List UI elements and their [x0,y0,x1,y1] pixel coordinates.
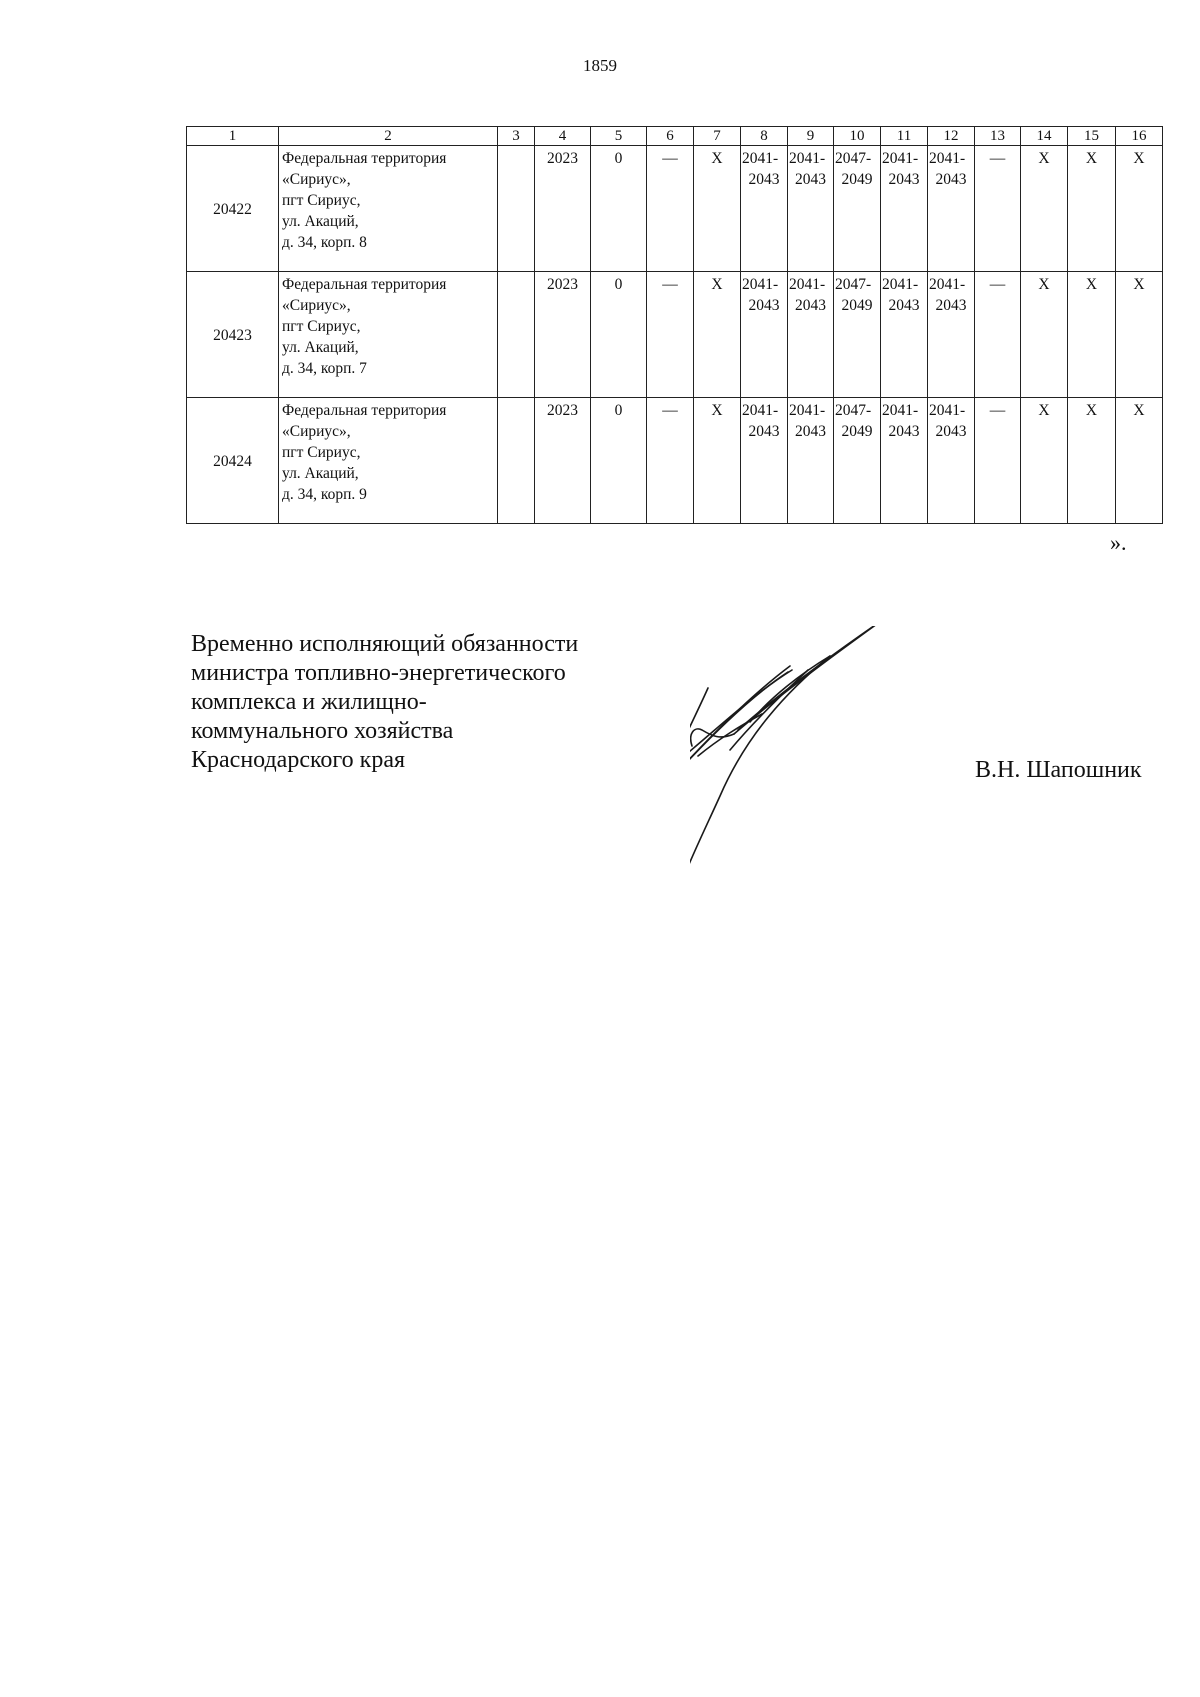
cell-col-4: 2023 [535,146,591,272]
row-id: 20424 [187,398,279,524]
cell-col-6: — [647,146,694,272]
period-start: 2041- [742,150,779,167]
table-row [187,398,1163,524]
cell-col-15: X [1068,146,1116,272]
period-start: 2041- [882,276,919,293]
signatory-name: В.Н. Шапошник [975,757,1142,783]
column-number-15: 15 [1068,127,1116,146]
period-start: 2041- [742,402,779,419]
cell-col-3 [498,272,535,398]
period-end: 2043 [795,423,826,440]
cell-col-3 [498,398,535,524]
cell-col-14: X [1021,146,1068,272]
period-start: 2041- [882,150,919,167]
cell-col-8 [741,272,788,398]
signatory-title-line: Краснодарского края [191,747,406,773]
address-line: «Сириус», [282,171,351,188]
cell-col-15: X [1068,272,1116,398]
cell-col-5: 0 [591,272,647,398]
column-number-1: 1 [187,127,279,146]
column-number-10: 10 [834,127,881,146]
cell-col-7: X [694,272,741,398]
cell-col-12 [928,146,975,272]
cell-col-5: 0 [591,398,647,524]
period-end: 2043 [935,423,967,440]
column-number-14: 14 [1021,127,1068,146]
cell-col-10 [834,272,881,398]
cell-col-11 [881,398,928,524]
cell-col-6: — [647,398,694,524]
column-number-13: 13 [975,127,1021,146]
address-line: Федеральная территория [282,402,447,419]
period-end: 2043 [748,171,780,188]
period-end: 2049 [841,171,873,188]
cell-col-10 [834,398,881,524]
cell-col-14: X [1021,272,1068,398]
address-line: Федеральная территория [282,150,447,167]
address-line: д. 34, корп. 7 [282,360,367,377]
period-start: 2041- [789,150,826,167]
cell-col-8 [741,398,788,524]
period-start: 2047- [835,276,872,293]
cell-col-13: — [975,272,1021,398]
period-start: 2041- [929,150,966,167]
column-number-11: 11 [881,127,928,146]
cell-col-16: X [1116,272,1163,398]
period-end: 2043 [748,423,780,440]
handwritten-signature [690,626,970,906]
signatory-title-line: министра топливно-энергетического [191,660,566,686]
cell-col-13: — [975,398,1021,524]
period-start: 2041- [789,402,826,419]
cell-col-12 [928,272,975,398]
table-row [187,146,1163,272]
address-line: ул. Акаций, [282,465,359,482]
cell-col-6: — [647,272,694,398]
cell-col-14: X [1021,398,1068,524]
column-number-12: 12 [928,127,975,146]
signatory-title-line: комплекса и жилищно- [191,689,427,715]
row-address [279,398,498,524]
address-line: ул. Акаций, [282,339,359,356]
period-end: 2043 [795,171,826,188]
cell-col-4: 2023 [535,272,591,398]
cell-col-11 [881,146,928,272]
cell-col-9 [788,146,834,272]
column-number-4: 4 [535,127,591,146]
address-line: д. 34, корп. 8 [282,234,367,251]
cell-col-7: X [694,146,741,272]
column-number-16: 16 [1116,127,1163,146]
signatory-title [191,630,578,775]
row-id: 20423 [187,272,279,398]
period-end: 2043 [888,297,920,314]
column-number-row [187,127,1163,146]
period-start: 2047- [835,402,872,419]
period-end: 2043 [795,297,826,314]
signatory-title-line: Временно исполняющий обязанности [191,631,579,657]
cell-col-8 [741,146,788,272]
page-number: 1859 [583,56,617,75]
address-line: «Сириус», [282,423,351,440]
cell-col-3 [498,146,535,272]
cell-col-5: 0 [591,146,647,272]
cell-col-16: X [1116,398,1163,524]
cell-col-4: 2023 [535,398,591,524]
period-end: 2049 [841,423,873,440]
cell-col-13: — [975,146,1021,272]
period-end: 2049 [841,297,873,314]
period-end: 2043 [935,171,967,188]
cell-col-15: X [1068,398,1116,524]
period-start: 2041- [742,276,779,293]
column-number-5: 5 [591,127,647,146]
cell-col-9 [788,398,834,524]
column-number-7: 7 [694,127,741,146]
period-end: 2043 [888,423,920,440]
row-id: 20422 [187,146,279,272]
address-line: пгт Сириус, [282,318,361,335]
cell-col-11 [881,272,928,398]
period-start: 2047- [835,150,872,167]
table-row [187,272,1163,398]
cell-col-12 [928,398,975,524]
register-table [186,126,1163,524]
column-number-2: 2 [279,127,498,146]
cell-col-16: X [1116,146,1163,272]
column-number-8: 8 [741,127,788,146]
address-line: пгт Сириус, [282,192,361,209]
cell-col-7: X [694,398,741,524]
column-number-6: 6 [647,127,694,146]
address-line: ул. Акаций, [282,213,359,230]
period-end: 2043 [748,297,780,314]
period-end: 2043 [888,171,920,188]
address-line: д. 34, корп. 9 [282,486,367,503]
table-body [187,127,1163,524]
signatory-title-line: коммунального хозяйства [191,718,454,744]
closing-quote-mark: ». [1110,530,1127,555]
period-end: 2043 [935,297,967,314]
address-line: Федеральная территория [282,276,447,293]
address-line: пгт Сириус, [282,444,361,461]
cell-col-9 [788,272,834,398]
period-start: 2041- [882,402,919,419]
period-start: 2041- [789,276,826,293]
column-number-9: 9 [788,127,834,146]
period-start: 2041- [929,276,966,293]
column-number-3: 3 [498,127,535,146]
period-start: 2041- [929,402,966,419]
row-address [279,146,498,272]
cell-col-10 [834,146,881,272]
row-address [279,272,498,398]
address-line: «Сириус», [282,297,351,314]
